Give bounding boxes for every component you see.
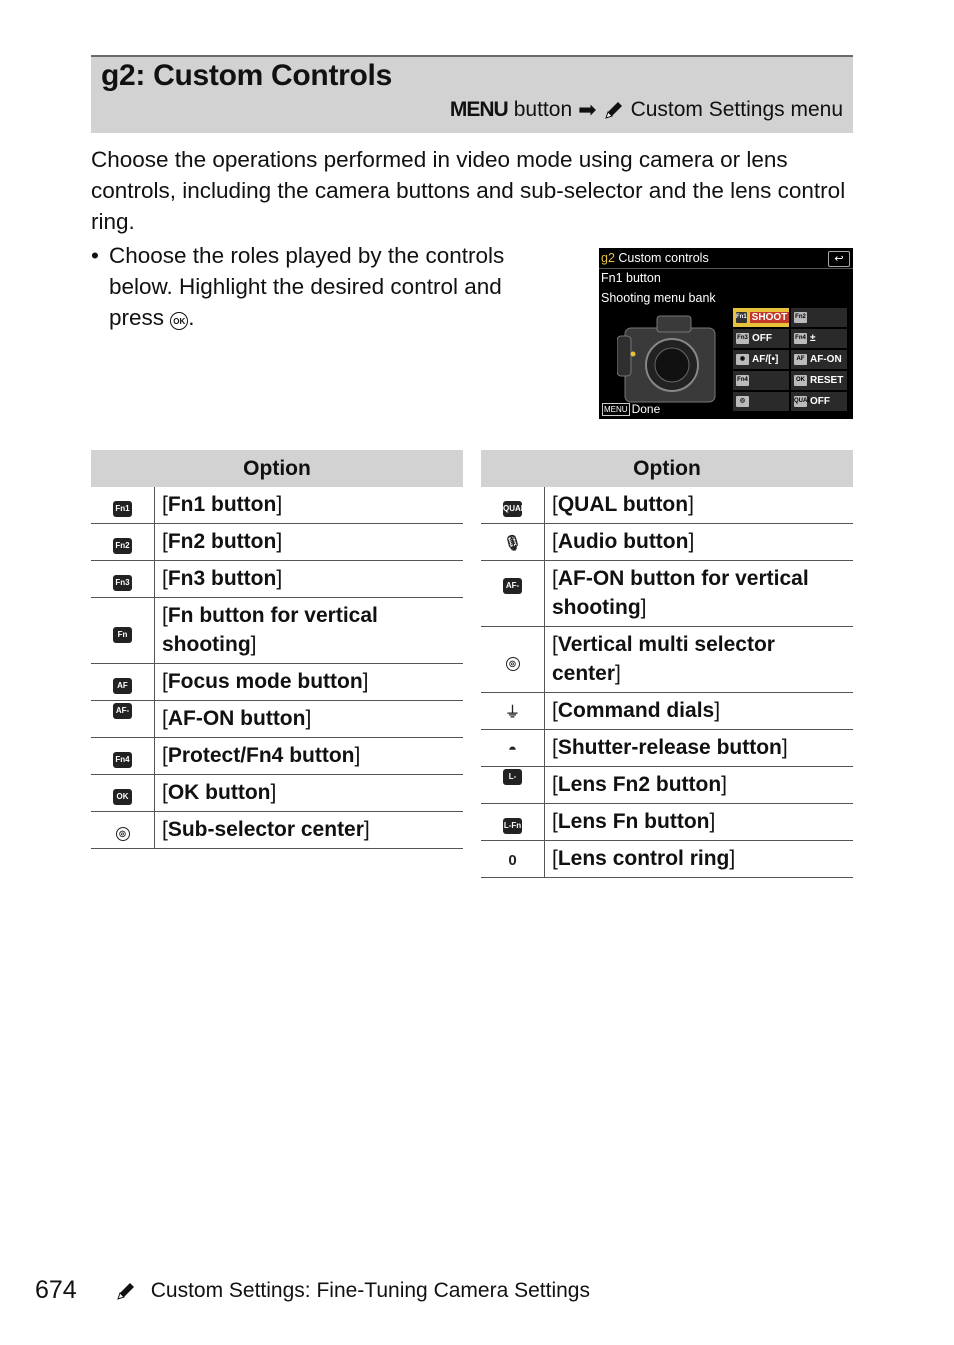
option-label-cell — [155, 812, 464, 849]
option-label: Lens Fn button — [557, 810, 710, 833]
option-label: Audio button — [557, 530, 689, 553]
camera-body-illustration — [617, 310, 732, 405]
bracket-close: ] — [709, 810, 716, 833]
left-table-body — [91, 487, 463, 849]
option-icon-cell — [481, 627, 545, 693]
page-footer — [35, 1276, 590, 1305]
bracket-close: ] — [250, 633, 257, 656]
screen-control-icon: Fn1 — [736, 312, 747, 323]
option-label: Fn2 button — [167, 530, 277, 553]
option-label-cell — [545, 730, 854, 767]
table-row — [91, 487, 463, 524]
right-table-body — [481, 487, 853, 878]
control-button-icon: 🎙 — [502, 535, 523, 552]
screen-control-value: SHOOT — [751, 312, 788, 323]
bracket-close: ] — [362, 670, 369, 693]
menu-box-icon: MENU — [604, 404, 628, 414]
bracket-open: [ — [552, 810, 558, 833]
screen-control-icon: ◉ — [736, 354, 749, 365]
bullet-dot: • — [91, 243, 99, 268]
table-row — [91, 775, 463, 812]
bullet-text-before: Choose the roles played by the controls below. Highlight the desired control and press — [109, 243, 505, 330]
table-row — [481, 804, 853, 841]
option-label-cell — [155, 738, 464, 775]
screen-grid-cell — [791, 371, 847, 390]
option-label-cell — [155, 561, 464, 598]
option-label: Vertical multi selector center — [552, 633, 775, 685]
table-row — [481, 841, 853, 878]
option-label-cell — [545, 561, 854, 627]
screen-control-value: OFF — [752, 333, 772, 344]
bracket-close: ] — [270, 781, 277, 804]
table-row — [481, 487, 853, 524]
screen-grid-cell — [733, 371, 789, 390]
bracket-open: [ — [162, 781, 168, 804]
option-label: QUAL button — [557, 493, 689, 516]
option-label-cell — [545, 693, 854, 730]
bracket-open: [ — [162, 530, 168, 553]
screen-control-value: AF/[•] — [752, 354, 779, 365]
intro-paragraph: Choose the operations performed in video mode using camera or lens controls, including the camera buttons and sub-selector and the lens control ring. — [91, 147, 846, 234]
ok-button-icon: OK — [170, 312, 188, 330]
option-label-cell — [155, 487, 464, 524]
bracket-close: ] — [729, 847, 736, 870]
custom-controls-grid — [733, 308, 850, 416]
control-button-icon: ◎ — [506, 657, 520, 671]
control-button-icon: Fn — [113, 627, 132, 643]
option-icon-cell — [91, 664, 155, 701]
bracket-open: [ — [162, 604, 168, 627]
option-icon-cell — [91, 598, 155, 664]
option-label: Fn1 button — [167, 493, 277, 516]
control-button-icon: 0 — [503, 853, 523, 869]
option-icon-cell — [481, 841, 545, 878]
option-label: OK button — [167, 781, 271, 804]
option-label: AF-ON button for vertical shooting — [552, 567, 809, 619]
options-table-right — [481, 450, 853, 878]
control-button-icon: QUAL — [503, 501, 522, 517]
table-row — [91, 812, 463, 849]
option-label-cell — [155, 664, 464, 701]
control-button-icon: Fn1 — [113, 501, 132, 517]
table-row — [91, 738, 463, 775]
done-prompt — [602, 402, 660, 416]
bracket-open: [ — [552, 773, 558, 796]
bracket-close: ] — [276, 530, 283, 553]
bracket-close: ] — [721, 773, 728, 796]
control-button-icon: L-Fn — [503, 818, 522, 834]
bracket-open: [ — [552, 567, 558, 590]
option-label-cell — [545, 627, 854, 693]
bracket-close: ] — [363, 818, 370, 841]
bracket-open: [ — [552, 847, 558, 870]
bracket-close: ] — [688, 530, 695, 553]
bracket-close: ] — [781, 736, 788, 759]
screen-control-icon: QUAL — [794, 396, 807, 407]
option-label: Fn3 button — [167, 567, 277, 590]
menu-button-glyph: MENU — [449, 98, 508, 121]
option-icon-cell — [91, 524, 155, 561]
screen-grid-cell — [733, 329, 789, 348]
screen-control-value: RESET — [810, 375, 844, 386]
bracket-close: ] — [615, 662, 621, 685]
option-icon-cell — [91, 701, 155, 738]
screen-control-value: ± — [810, 333, 816, 344]
option-icon-cell — [481, 561, 545, 627]
screen-divider — [599, 268, 853, 269]
option-label: Protect/Fn4 button — [167, 744, 355, 767]
screen-grid-cell — [791, 329, 847, 348]
bracket-open: [ — [162, 744, 168, 767]
table-row — [91, 664, 463, 701]
option-label-cell — [155, 701, 464, 738]
control-button-icon: ⏚ — [503, 705, 523, 721]
option-label: Focus mode button — [167, 670, 363, 693]
table-row — [481, 561, 853, 627]
control-button-icon: AF-ON — [113, 703, 132, 719]
option-label: Lens Fn2 button — [557, 773, 722, 796]
bracket-open: [ — [162, 818, 168, 841]
option-label: Lens control ring — [557, 847, 730, 870]
screen-grid-cell — [791, 350, 847, 369]
screen-title-prefix: g2 — [601, 251, 615, 265]
screen-grid-cell — [733, 308, 789, 327]
screen-grid-cell — [733, 350, 789, 369]
screen-control-icon: ◎ — [736, 396, 749, 407]
option-icon-cell — [481, 767, 545, 804]
pencil-icon — [115, 1280, 137, 1302]
table-row — [481, 730, 853, 767]
screen-control-icon: Fn4 — [736, 375, 749, 386]
control-button-icon: OK — [113, 789, 132, 805]
option-label-cell — [155, 598, 464, 664]
pencil-icon — [603, 99, 625, 121]
option-label: Command dials — [557, 699, 715, 722]
bracket-close: ] — [276, 493, 283, 516]
option-label: AF-ON button — [167, 707, 306, 730]
control-button-icon: AF-ON — [503, 578, 522, 594]
option-icon-cell — [481, 730, 545, 767]
option-label-cell — [545, 487, 854, 524]
bracket-open: [ — [162, 670, 168, 693]
screen-control-icon: Fn4 — [794, 333, 807, 344]
bracket-open: [ — [162, 493, 168, 516]
option-icon-cell — [481, 804, 545, 841]
screen-grid-cell — [791, 392, 847, 411]
control-button-icon: Fn3 — [113, 575, 132, 591]
bullet-text — [109, 240, 559, 333]
bracket-close: ] — [640, 596, 647, 619]
table-row — [91, 524, 463, 561]
screen-item-fn1: Fn1 button — [601, 271, 661, 285]
crumb-menu-text: Custom Settings menu — [630, 98, 843, 121]
screen-title-text: Custom controls — [618, 251, 709, 265]
option-icon-cell — [481, 524, 545, 561]
page-title: g2: Custom Controls — [101, 59, 392, 92]
screen-grid-cell — [733, 392, 789, 411]
screen-control-icon: Fn2 — [794, 312, 807, 323]
table-row — [91, 701, 463, 738]
option-label-cell — [545, 804, 854, 841]
bracket-close: ] — [354, 744, 361, 767]
return-icon: ↩ — [828, 251, 850, 267]
menu-path-breadcrumb — [450, 97, 843, 123]
bracket-open: [ — [162, 707, 168, 730]
bracket-open: [ — [552, 530, 558, 553]
page-number: 674 — [35, 1276, 77, 1304]
screen-control-icon: OK — [794, 375, 807, 386]
option-icon-cell — [91, 775, 155, 812]
screen-control-value: AF-ON — [810, 354, 842, 365]
screen-item-bank: Shooting menu bank — [601, 291, 716, 305]
footer-chapter-title: Custom Settings: Fine-Tuning Camera Settings — [150, 1278, 590, 1302]
option-icon-cell — [481, 693, 545, 730]
table-row — [481, 524, 853, 561]
option-label: Sub-selector center — [167, 818, 364, 841]
table-row — [481, 767, 853, 804]
table-row — [481, 627, 853, 693]
control-button-icon: Fn4 — [113, 752, 132, 768]
bracket-open: [ — [552, 493, 558, 516]
screen-grid-cell — [791, 308, 847, 327]
bracket-close: ] — [688, 493, 694, 516]
table-row — [91, 561, 463, 598]
option-icon-cell — [91, 487, 155, 524]
option-label: Fn button for vertical shooting — [162, 604, 378, 656]
section-header — [91, 55, 853, 133]
table-row — [481, 693, 853, 730]
option-label: Shutter-release button — [557, 736, 782, 759]
bullet-text-after: . — [188, 305, 195, 330]
bracket-open: [ — [552, 699, 558, 722]
option-label-cell — [545, 767, 854, 804]
option-icon-cell — [91, 812, 155, 849]
arrow-right-icon: ➡ — [578, 97, 597, 122]
screen-control-value: OFF — [810, 396, 830, 407]
option-label-cell — [545, 841, 854, 878]
bracket-open: [ — [552, 736, 558, 759]
options-table-left — [91, 450, 463, 849]
option-label-cell — [155, 775, 464, 812]
control-button-icon: L-Fn2 — [503, 769, 522, 785]
table-header-option: Option — [481, 450, 853, 487]
option-label-cell — [545, 524, 854, 561]
table-row — [91, 598, 463, 664]
option-icon-cell — [481, 487, 545, 524]
control-button-icon: ◓ — [503, 742, 523, 758]
done-label: Done — [631, 402, 661, 416]
camera-screen-screenshot — [599, 248, 853, 419]
table-header-option: Option — [91, 450, 463, 487]
control-button-icon: Fn2 — [113, 538, 132, 554]
option-label-cell — [155, 524, 464, 561]
option-icon-cell — [91, 561, 155, 598]
option-icon-cell — [91, 738, 155, 775]
control-button-icon: AF — [113, 678, 132, 694]
bracket-open: [ — [552, 633, 558, 656]
screen-control-icon: AF — [794, 354, 807, 365]
screen-title — [601, 251, 709, 265]
bracket-open: [ — [162, 567, 168, 590]
bracket-close: ] — [276, 567, 283, 590]
crumb-button-text: button — [513, 98, 573, 121]
bracket-close: ] — [714, 699, 721, 722]
bracket-close: ] — [305, 707, 312, 730]
screen-control-icon: Fn3 — [736, 333, 749, 344]
control-button-icon: ◎ — [116, 827, 130, 841]
